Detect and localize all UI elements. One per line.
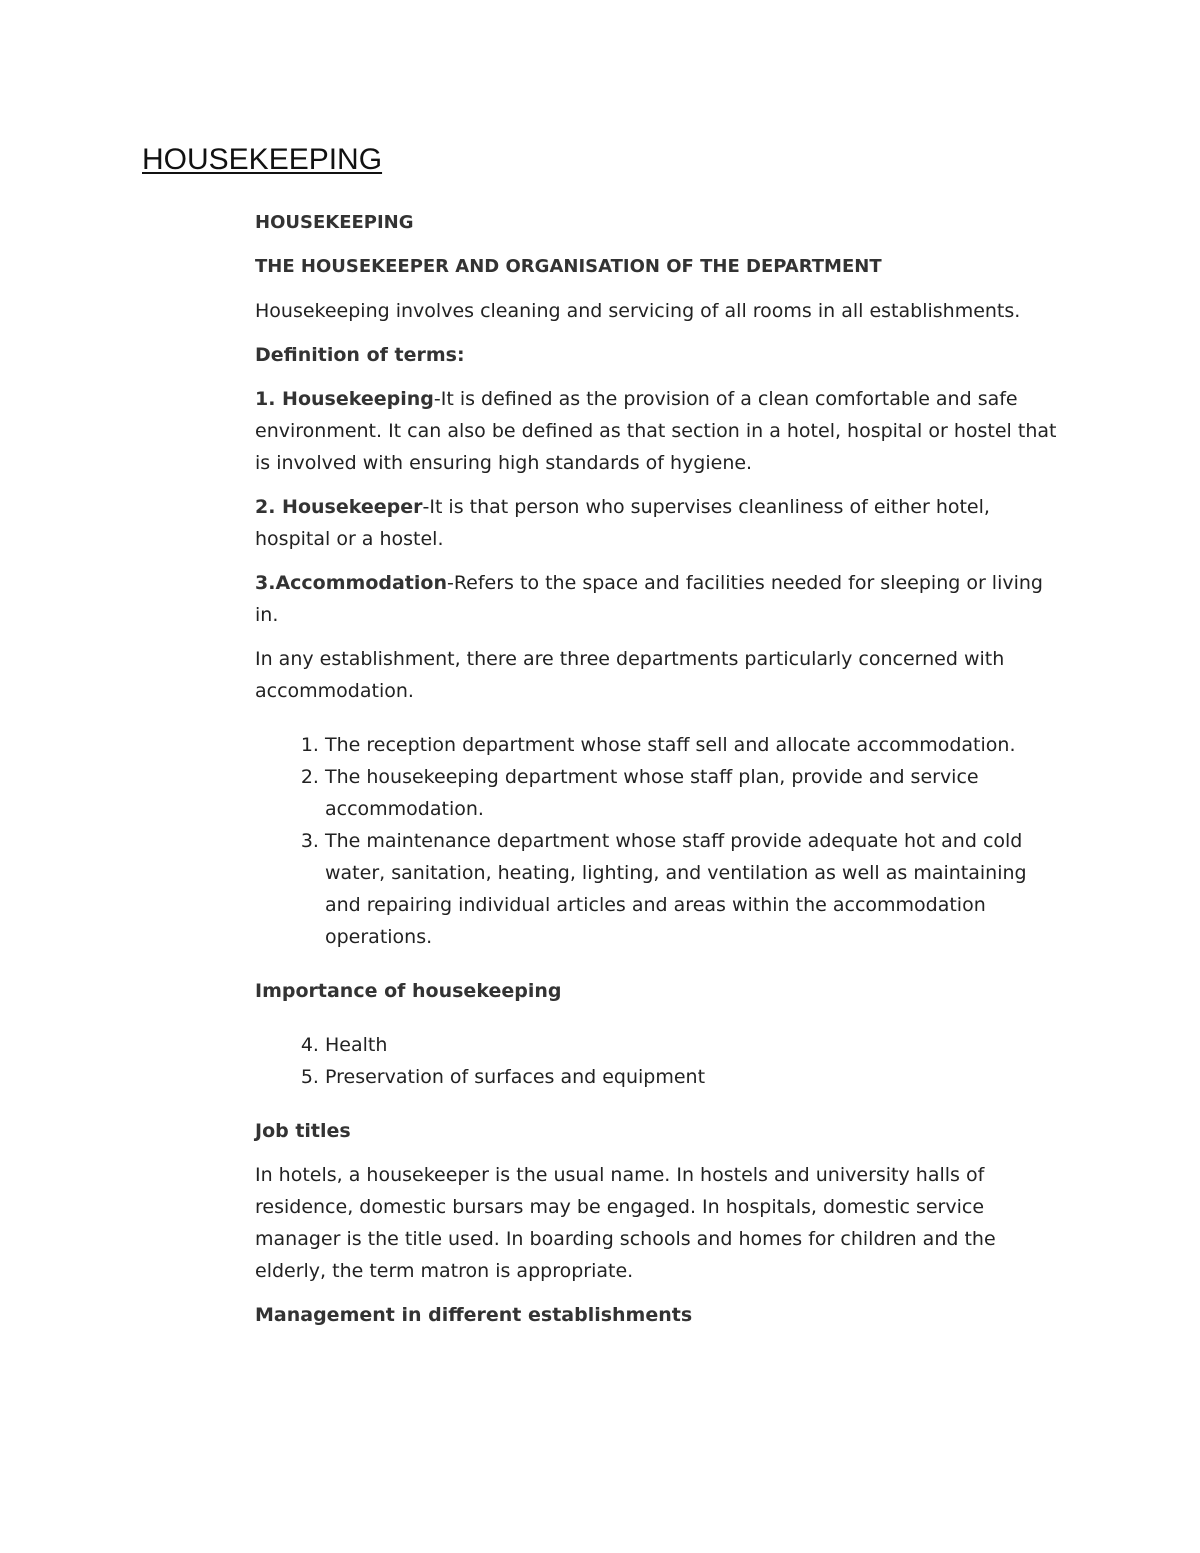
definition-term: 2. Housekeeper <box>255 496 423 518</box>
list-item: 3. The maintenance department whose staff provide adequate hot and cold water, sanitation, heating, lighting, and ventilation as well as maintaining and repairing individual articles and areas within the accommodation operations. <box>325 825 1065 953</box>
definition-text: -It is that person who supervises cleanliness of either hotel, hospital or a hostel. <box>255 496 990 550</box>
definitions-heading: Definition of terms: <box>255 344 465 366</box>
departments-intro: In any establishment, there are three departments particularly concerned with accommodation. <box>255 648 1005 702</box>
definition-item <box>255 567 1065 631</box>
list-item: 2. The housekeeping department whose staff plan, provide and service accommodation. <box>325 761 1065 825</box>
management-heading: Management in different establishments <box>255 1304 693 1326</box>
subheading: THE HOUSEKEEPER AND ORGANISATION OF THE DEPARTMENT <box>255 256 882 277</box>
section-heading: HOUSEKEEPING <box>255 212 414 233</box>
definition-item <box>255 383 1065 479</box>
list-item: 1. The reception department whose staff sell and allocate accommodation. <box>325 729 1065 761</box>
document-title: HOUSEKEEPING <box>142 143 383 176</box>
definition-term: 1. Housekeeping <box>255 388 434 410</box>
document-body <box>255 207 1065 1343</box>
definition-text: -Refers to the space and facilities needed for sleeping or living in. <box>255 572 1043 626</box>
list-item: 4. Health <box>325 1029 1065 1061</box>
departments-list <box>255 729 1065 953</box>
definition-term: 3.Accommodation <box>255 572 447 594</box>
definition-item <box>255 491 1065 555</box>
importance-heading: Importance of housekeeping <box>255 980 562 1002</box>
definition-text: -It is defined as the provision of a clean comfortable and safe environment. It can also be defined as that section in a hotel, hospital or hostel that is involved with ensuring high standards of hygiene. <box>255 388 1057 474</box>
job-titles-heading: Job titles <box>255 1120 351 1142</box>
list-item: 5. Preservation of surfaces and equipment <box>325 1061 1065 1093</box>
intro-paragraph: Housekeeping involves cleaning and servicing of all rooms in all establishments. <box>255 300 1021 322</box>
job-titles-paragraph: In hotels, a housekeeper is the usual name. In hostels and university halls of residence, domestic bursars may be engaged. In hospitals, domestic service manager is the title used. In boarding schools and homes for children and the elderly, the term matron is appropriate. <box>255 1164 996 1282</box>
importance-list <box>255 1029 1065 1093</box>
